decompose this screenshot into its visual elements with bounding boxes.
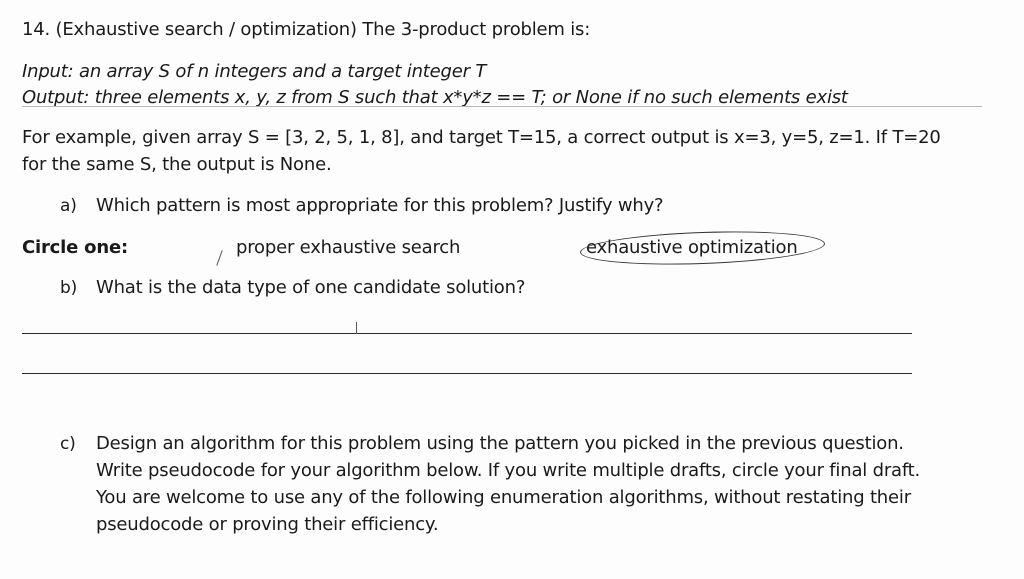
pencil-stroke	[356, 322, 357, 334]
output-spec: Output: three elements x, y, z from S such that x*y*z == T; or None if no such elements exist	[22, 87, 848, 108]
part-c-label: c)	[60, 434, 76, 454]
hand-drawn-circle	[580, 228, 826, 269]
answer-line-1[interactable]	[22, 333, 912, 334]
example-line-1: For example, given array S = [3, 2, 5, 1, 8], and target T=15, a correct output is x=3, y=5, z=1. If T=20	[22, 127, 941, 148]
part-c-line-4: pseudocode or proving their efficiency.	[96, 514, 439, 535]
part-a-label: a)	[60, 196, 77, 216]
part-c-line-1: Design an algorithm for this problem using the pattern you picked in the previous question.	[96, 433, 904, 454]
example-line-2: for the same S, the output is None.	[22, 154, 332, 175]
option-exhaustive-optimization[interactable]: exhaustive optimization	[586, 237, 798, 258]
pencil-stroke	[216, 250, 222, 265]
circle-one-label: Circle one:	[22, 237, 128, 258]
part-a-question: Which pattern is most appropriate for this problem? Justify why?	[96, 195, 664, 216]
part-b-question: What is the data type of one candidate solution?	[96, 277, 526, 298]
input-spec: Input: an array S of n integers and a target integer T	[22, 61, 487, 82]
part-c-line-3: You are welcome to use any of the following enumeration algorithms, without restating their	[96, 487, 911, 508]
option-proper-exhaustive-search[interactable]: proper exhaustive search	[236, 237, 461, 258]
part-c-line-2: Write pseudocode for your algorithm below. If you write multiple drafts, circle your final draft.	[96, 460, 921, 481]
question-header: 14. (Exhaustive search / optimization) The 3-product problem is:	[22, 19, 591, 40]
output-underline	[22, 106, 982, 107]
answer-line-2[interactable]	[22, 373, 912, 374]
part-b-label: b)	[60, 278, 78, 298]
